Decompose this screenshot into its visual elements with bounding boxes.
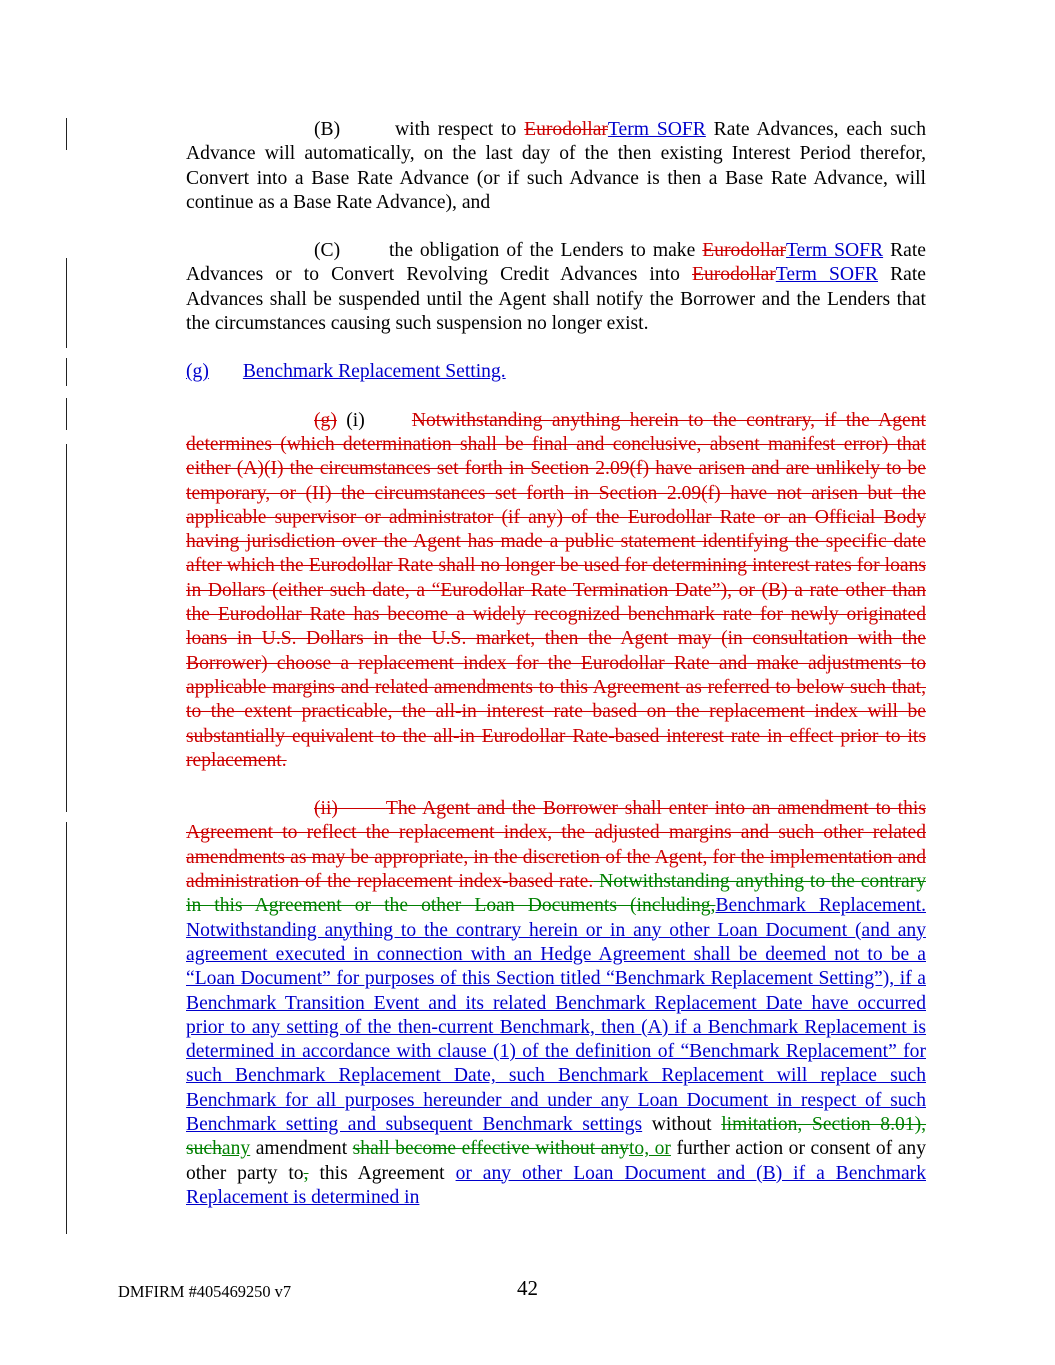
- clause-c-deletion-eurodollar-1: Eurodollar: [702, 240, 787, 262]
- paragraph-clause-c: [186, 239, 926, 336]
- revision-change-bars: [66, 0, 70, 1365]
- clause-b-text-1: with respect to: [395, 119, 525, 140]
- change-bar: [66, 444, 67, 812]
- clause-c-text-2: Rate Advances or to Convert Revolving Credit Advances into: [186, 240, 926, 286]
- clause-c-text-3: Rate Advances shall be suspended until the Agent shall notify the Borrower and the Lenders that the circumstances causing such suspension no longer exist.: [186, 264, 926, 335]
- paragraph-clause-i: [186, 409, 926, 773]
- change-bar: [66, 118, 67, 150]
- change-bar: [66, 822, 67, 1234]
- clause-ii-insertion-3: to, or: [628, 1138, 671, 1160]
- clause-ii-deletion-green-3: shall become effective without any: [352, 1138, 629, 1160]
- clause-b-deletion-eurodollar: Eurodollar: [524, 119, 608, 140]
- change-bar: [66, 358, 67, 386]
- clause-ii-deletion-green-1: Notwithstanding anything to the contrary in this Agreement or the other Loan Documents (including,: [186, 871, 926, 917]
- clause-c-text-1: the obligation of the Lenders to make: [388, 240, 703, 262]
- clause-c-insertion-term-sofr-1: Term SOFR: [786, 240, 884, 262]
- clause-ii-deletion-green-2: limitation, Section 8.01), such: [186, 1113, 927, 1160]
- clause-ii-insertion-1: Benchmark Replacement. Notwithstanding anything to the contrary herein or in any other Loan Document (and any agreement executed in connection with an Hedge Agreement shall be deemed not to be a “Loan Document” for purposes of this Section titled “Benchmark Replacement Setting”), if a Benchmark Transition Event and its related Benchmark Replacement Date have occurred prior to any setting of the then-current Benchmark, then (A) if a Benchmark Replacement is determined in accordance with clause (1) of the definition of “Benchmark Replacement” for such Benchmark Replacement Date, such Benchmark Replacement will replace such Benchmark for all purposes hereunder and under any Loan Document in respect of such Benchmark setting and subsequent Benchmark settings: [186, 895, 927, 1135]
- clause-ii-text-4: this Agreement: [308, 1162, 456, 1184]
- paragraph-clause-ii: [186, 797, 926, 1210]
- change-bar: [66, 258, 67, 348]
- clause-i-deleted-text: Notwithstanding anything herein to the contrary, if the Agent determines (which determination shall be final and conclusive, absent manifest error) that either (A)(I) the circumstances set forth in Section 2.09(f) have arisen and are unlikely to be temporary, or (II) the circumstances set forth in Section 2.09(f) have not arisen but the applicable supervisor or administrator (if any) of the Eurodollar Rate or an Official Body having jurisdiction over the Agent has made a public statement identifying the specific date after which the Eurodollar Rate shall no longer be used for determining interest rates for loans in Dollars (either such date, a “Eurodollar Rate Termination Date”), or (B) a rate other than the Eurodollar Rate has become a widely recognized benchmark rate for newly originated loans in U.S. Dollars in the U.S. market, then the Agent may (in consultation with the Borrower) choose a replacement index for the Eurodollar Rate and make adjustments to applicable margins and related amendments to this Agreement as referred to below such that, to the extent practicable, the all-in interest rate based on the replacement index will be substantially equivalent to the all-in Eurodollar Rate-based interest rate in effect prior to its replacement.: [186, 409, 926, 771]
- clause-ii-text-2: amendment: [250, 1138, 353, 1160]
- clause-ii-deletion-1: The Agent and the Borrower shall enter into an amendment to this Agreement to reflect the replacement index, the adjusted margins and such other related amendments as may be appropriate, in the discretion of the Agent, for the implementation and administration of the replacement index-based rate.: [186, 798, 926, 893]
- clause-ii-text-3: further action or consent of any other party to: [186, 1138, 926, 1184]
- clause-ii-insertion-4: or any other Loan Document and (B) if a Benchmark Replacement is determined in: [186, 1162, 926, 1208]
- change-bar: [66, 398, 67, 430]
- section-g-title: Benchmark Replacement Setting.: [242, 361, 506, 383]
- clause-ii-text-1: without: [642, 1113, 722, 1135]
- clause-b-text-2: Rate Advances, each such Advance will automatically, on the last day of the then existing Interest Period therefor, Convert into a Base Rate Advance (or if such Advance is then a Base Rate Advance, will continue as a Base Rate Advance), and: [186, 119, 926, 213]
- clause-ii-deletion-green-4: ,: [303, 1162, 309, 1184]
- clause-i-deleted-marker: (g): [314, 409, 337, 431]
- clause-ii-insertion-2: any: [221, 1138, 251, 1160]
- clause-b-marker: (B): [314, 119, 341, 140]
- footer-page-number: 42: [517, 1276, 538, 1300]
- clause-i-marker: (i): [336, 409, 365, 431]
- clause-c-marker: (C): [314, 240, 341, 262]
- section-g-heading: [186, 360, 926, 384]
- footer-document-reference: DMFIRM #405469250 v7: [118, 1282, 292, 1301]
- clause-ii-marker: (ii): [314, 798, 338, 820]
- clause-c-insertion-term-sofr-2: Term SOFR: [775, 264, 878, 286]
- paragraph-clause-b: [186, 118, 926, 215]
- document-body: [186, 118, 926, 1210]
- clause-c-deletion-eurodollar-2: Eurodollar: [692, 264, 776, 286]
- clause-b-insertion-term-sofr: Term SOFR: [607, 119, 706, 140]
- section-g-label: (g): [186, 361, 209, 383]
